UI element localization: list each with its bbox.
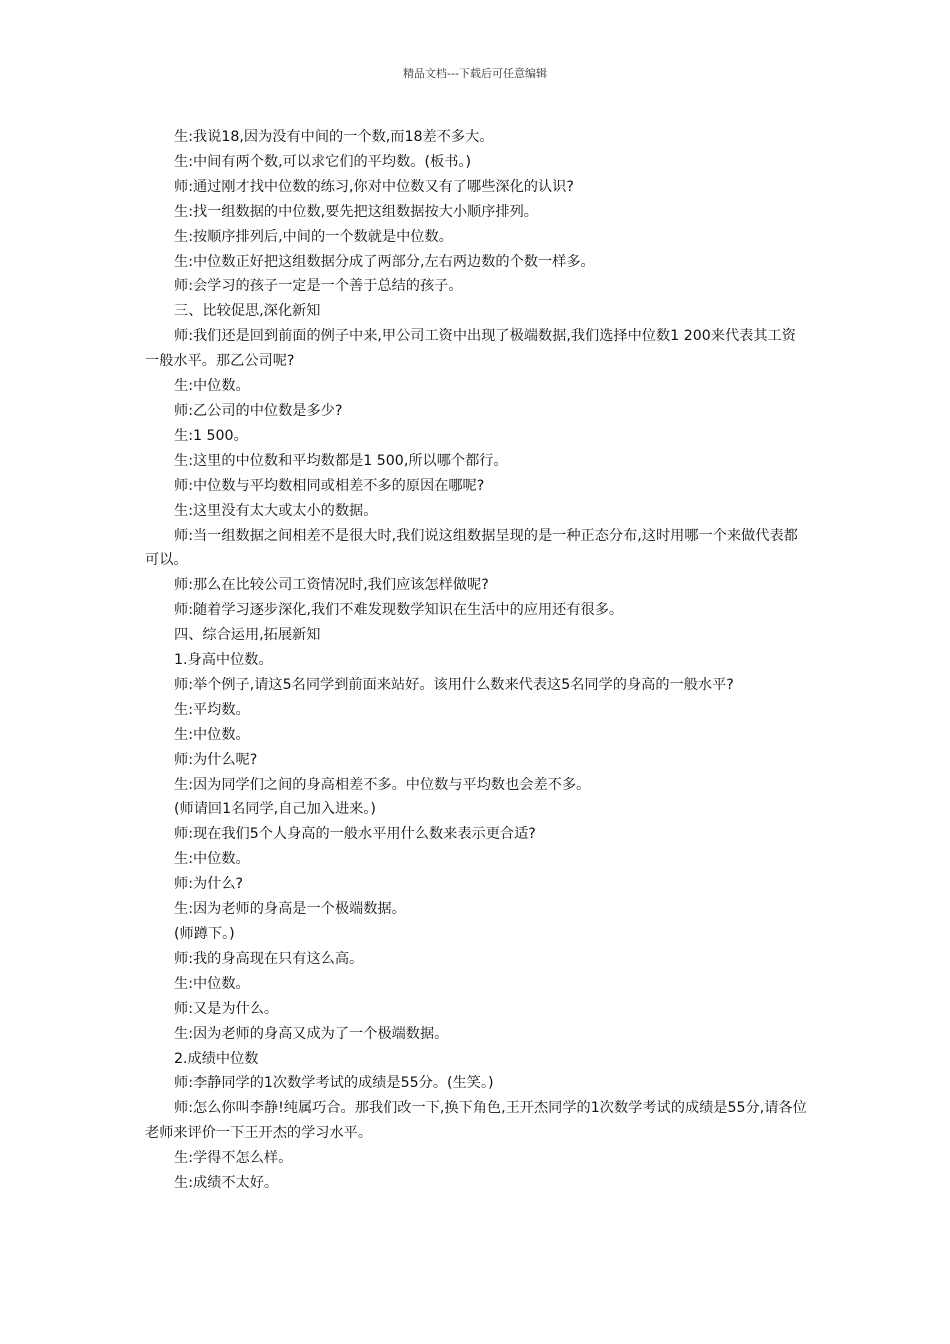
paragraph: 生:中位数正好把这组数据分成了两部分,左右两边数的个数一样多。 (174, 253, 595, 270)
paragraph: 生:中位数。 (174, 726, 250, 743)
paragraph: 生:因为老师的身高是一个极端数据。 (174, 901, 406, 918)
paragraph: 师:通过刚才找中位数的练习,你对中位数又有了哪些深化的认识? (174, 178, 574, 195)
subsection-heading: 1.身高中位数。 (174, 652, 273, 669)
paragraph: 生:找一组数据的中位数,要先把这组数据按大小顺序排列。 (174, 203, 538, 220)
paragraph: 师:又是为什么。 (174, 1000, 279, 1017)
paragraph: 师:怎么你叫李静!纯属巧合。那我们改一下,换下角色,王开杰同学的1次数学考试的成绩是55分,请各位老师来评价一下王开杰的学习水平。 (145, 1100, 807, 1142)
paragraph: (师请回1名同学,自己加入进来。) (174, 801, 376, 818)
paragraph: 生:这里的中位数和平均数都是1 500,所以哪个都行。 (174, 452, 508, 469)
paragraph: 生:这里没有太大或太小的数据。 (174, 502, 378, 519)
paragraph: 生:成绩不太好。 (174, 1175, 279, 1192)
paragraph: 师:那么在比较公司工资情况时,我们应该怎样做呢? (174, 577, 489, 594)
paragraph: 生:中位数。 (174, 975, 250, 992)
paragraph: 师:当一组数据之间相差不是很大时,我们说这组数据呈现的是一种正态分布,这时用哪一个来做代表都可以。 (145, 527, 798, 569)
paragraph: 师:举个例子,请这5名同学到前面来站好。该用什么数来代表这5名同学的身高的一般水平? (174, 676, 734, 693)
paragraph: 师:我的身高现在只有这么高。 (174, 950, 364, 967)
paragraph: 师:李静同学的1次数学考试的成绩是55分。(生笑。) (174, 1075, 494, 1092)
document-body (145, 125, 810, 1196)
paragraph: 师:我们还是回到前面的例子中来,甲公司工资中出现了极端数据,我们选择中位数1 200来代表其工资一般水平。那乙公司呢? (145, 328, 796, 370)
paragraph: 生:我说18,因为没有中间的一个数,而18差不多大。 (174, 129, 494, 145)
paragraph: 生:中位数。 (174, 851, 250, 868)
paragraph: 师:为什么呢? (174, 751, 258, 768)
paragraph: 生:按顺序排列后,中间的一个数就是中位数。 (174, 228, 453, 245)
paragraph: 生:中间有两个数,可以求它们的平均数。(板书。) (174, 153, 472, 170)
section-heading: 四、综合运用,拓展新知 (174, 627, 321, 644)
paragraph: 生:学得不怎么样。 (174, 1150, 293, 1167)
section-heading: 三、比较促思,深化新知 (174, 303, 321, 320)
paragraph: 师:现在我们5个人身高的一般水平用什么数来表示更合适? (174, 826, 536, 843)
paragraph: (师蹲下。) (174, 926, 235, 942)
paragraph: 生:平均数。 (174, 701, 250, 718)
paragraph: 师:会学习的孩子一定是一个善于总结的孩子。 (174, 278, 463, 295)
paragraph: 师:为什么? (174, 876, 244, 893)
subsection-heading: 2.成绩中位数 (174, 1050, 259, 1067)
paragraph: 师:乙公司的中位数是多少? (174, 402, 343, 419)
paragraph: 生:因为同学们之间的身高相差不多。中位数与平均数也会差不多。 (174, 776, 591, 793)
page-header: 精品文档---下载后可任意编辑 (403, 67, 547, 80)
paragraph: 生:因为老师的身高又成为了一个极端数据。 (174, 1025, 449, 1042)
paragraph: 师:随着学习逐步深化,我们不难发现数学知识在生活中的应用还有很多。 (174, 602, 624, 619)
paragraph: 生:1 500。 (174, 427, 248, 444)
paragraph: 生:中位数。 (174, 378, 250, 395)
paragraph: 师:中位数与平均数相同或相差不多的原因在哪呢? (174, 477, 485, 494)
